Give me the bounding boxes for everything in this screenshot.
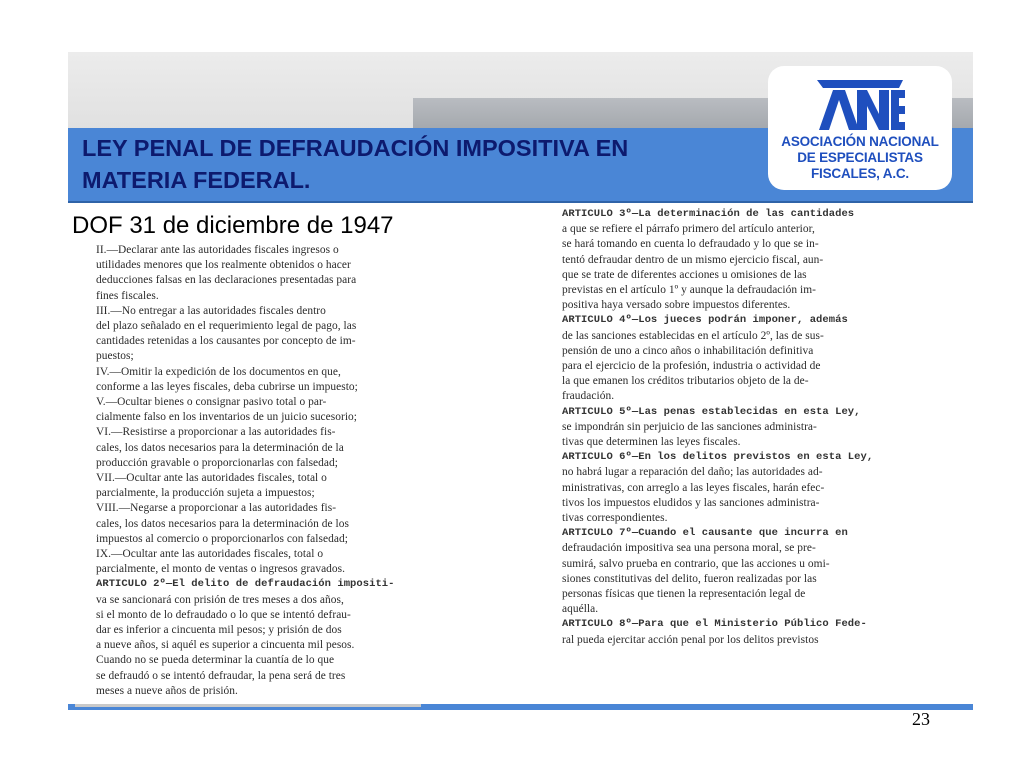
scan-line: a que se refiere el párrafo primero del artículo anterior, (562, 223, 815, 236)
scan-line: VI.—Resistirse a proporcionar a las autoridades fis- (96, 426, 336, 439)
scan-line: pensión de uno a cinco años o inhabilitación definitiva (562, 344, 814, 357)
scan-line: parcialmente, el monto de ventas o ingresos gravados. (96, 563, 346, 576)
scan-line: aquélla. (562, 603, 599, 616)
ane-logo-text (768, 134, 952, 182)
scan-line: cales, los datos necesarios para la determinación de los (96, 517, 349, 530)
scan-line: del plazo señalado en el requerimiento legal de pago, las (96, 320, 357, 333)
scan-line: VIII.—Negarse a proporcionar a las autoridades fis- (96, 502, 337, 515)
scan-line: se impondrán sin perjuicio de las sanciones administra- (562, 420, 817, 433)
scan-line: personas físicas que tienen la representación legal de (562, 588, 806, 601)
ane-logo (768, 66, 952, 190)
scan-line: III.—No entregar a las autoridades fiscales dentro (96, 304, 326, 317)
scan-line: siones constitutivas del delito, fueron realizadas por las (562, 572, 817, 585)
logo-text-line-1: ASOCIACIÓN NACIONAL (781, 134, 939, 149)
scan-line: no habrá lugar a reparación del daño; las autoridades ad- (562, 466, 823, 479)
scan-line: se hará tomando en cuenta lo defraudado y lo que se in- (562, 238, 819, 251)
scan-line: parcialmente, la producción sujeta a impuestos; (96, 487, 315, 500)
scan-line: ARTICULO 3º—La determinación de las cantidades (562, 208, 855, 220)
scan-line: VII.—Ocultar ante las autoridades fiscales, total o (96, 472, 327, 485)
scan-line: va se sancionará con prisión de tres meses a dos años, (96, 593, 344, 606)
scan-line: IV.—Omitir la expedición de los documentos en que, (96, 365, 341, 378)
slide-title (82, 132, 752, 196)
scan-line: ral pueda ejercitar acción penal por los delitos previstos (562, 633, 819, 646)
scan-line: cantidades retenidas a los causantes por concepto de im- (96, 335, 356, 348)
scan-line: que se trate de diferentes acciones u omisiones de las (562, 268, 807, 281)
scan-line: deducciones falsas en las declaraciones presentadas para (96, 274, 357, 287)
scan-line: ARTICULO 6º—En los delitos previstos en esta Ley, (562, 451, 874, 464)
logo-text-line-3: FISCALES, A.C. (811, 166, 909, 181)
scan-line: IX.—Ocultar ante las autoridades fiscales, total o (96, 548, 324, 561)
scan-line: cialmente falso en los inventarios de un juicio sucesorio; (96, 411, 358, 424)
scan-line: puestos; (96, 350, 134, 363)
scan-line: tivas correspondientes. (562, 512, 668, 525)
title-underline (68, 201, 973, 203)
scan-line: previstas en el artículo 1º y aunque la defraudación im- (562, 284, 816, 297)
scanned-page-right (562, 207, 906, 648)
scan-line: producción gravable o proporcionarlas con falsedad; (96, 456, 338, 469)
slide-title-line-1: LEY PENAL DE DEFRAUDACIÓN IMPOSITIVA EN (82, 135, 629, 161)
scan-line: tivos los impuestos eludidos y las sanciones administra- (562, 496, 820, 509)
logo-text-line-2: DE ESPECIALISTAS (797, 150, 923, 165)
scan-line: Cuando no se pueda determinar la cuantía de lo que (96, 654, 335, 667)
scan-line: ARTICULO 5º—Las penas establecidas en esta Ley, (562, 405, 861, 418)
scan-line: defraudación impositiva sea una persona moral, se pre- (562, 542, 816, 555)
footer-gray-line (75, 704, 421, 707)
scan-line: ARTICULO 8º—Para que el Ministerio Público Fede- (562, 618, 867, 631)
scan-line: fraudación. (562, 390, 615, 403)
page-number: 23 (912, 709, 930, 729)
scan-line: la que emanen los créditos tributarios objeto de la de- (562, 375, 809, 388)
scan-line: II.—Declarar ante las autoridades fiscales ingresos o (96, 244, 339, 256)
slide-title-line-2: MATERIA FEDERAL. (82, 167, 311, 193)
scan-line: cales, los datos necesarios para la determinación de la (96, 441, 344, 454)
scan-line: sumirá, salvo prueba en contrario, que las acciones u omi- (562, 557, 830, 570)
scan-line: V.—Ocultar bienes o consignar pasivo total o par- (96, 396, 327, 409)
scan-line: fines fiscales. (96, 289, 159, 302)
scan-line: tentó defraudar dentro de un mismo ejercicio fiscal, aun- (562, 253, 824, 266)
scan-line: utilidades menores que los realmente obtenidos o hacer (96, 259, 351, 272)
scanned-page-left (96, 243, 420, 699)
ane-logo-mark-icon (813, 74, 907, 134)
scan-line: si el monto de lo defraudado o lo que se intentó defrau- (96, 608, 351, 621)
scan-line: ARTICULO 2º—El delito de defraudación impositi- (96, 578, 395, 591)
scan-line: dar es inferior a cincuenta mil pesos; y prisión de dos (96, 624, 342, 637)
scan-line: conforme a las leyes fiscales, deba cubrirse un impuesto; (96, 380, 358, 393)
scan-line: se defraudó o se intentó defraudar, la pena será de tres (96, 669, 346, 682)
scan-line: ministrativas, con arreglo a las leyes fiscales, harán efec- (562, 481, 825, 494)
scan-line: ARTICULO 4º—Los jueces podrán imponer, además (562, 314, 848, 327)
scan-line: ARTICULO 7º—Cuando el causante que incurra en (562, 527, 848, 540)
scan-line: a nueve años, si aquél es superior a cincuenta mil pesos. (96, 639, 355, 652)
publication-date: DOF 31 de diciembre de 1947 (72, 212, 394, 239)
scan-line: impuestos al comercio o proporcionarlos con falsedad; (96, 532, 348, 545)
scan-line: positiva haya versado sobre impuestos diferentes. (562, 299, 791, 312)
scan-line: para el ejercicio de la profesión, industria o actividad de (562, 360, 821, 373)
scan-line: tivas que determinen las leyes fiscales. (562, 436, 741, 449)
scan-line: de las sanciones establecidas en el artículo 2º, las de sus- (562, 329, 824, 342)
scan-line: meses a nueve años de prisión. (96, 684, 238, 697)
